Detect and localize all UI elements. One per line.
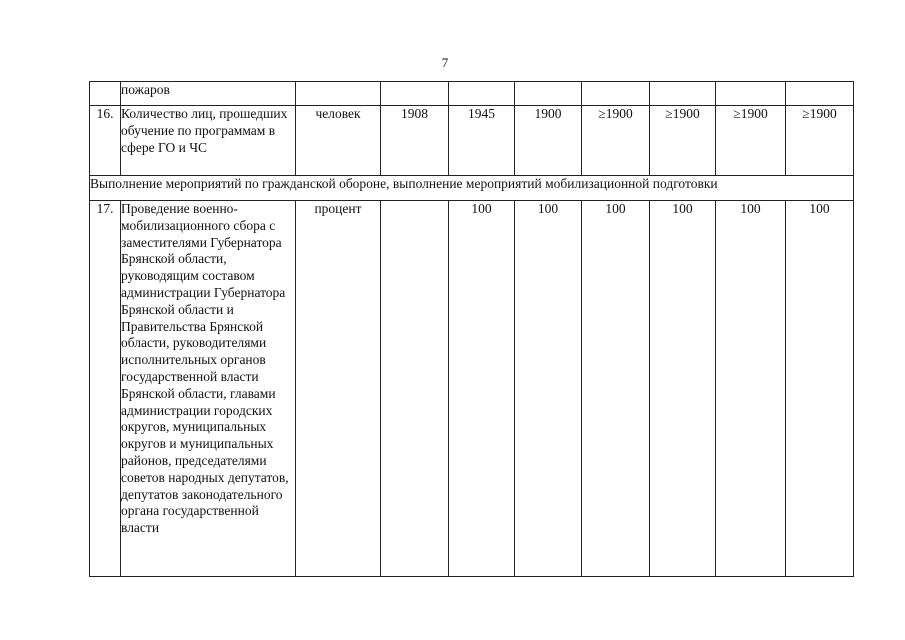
page-number: 7: [441, 55, 449, 70]
section-title: Выполнение мероприятий по гражданской обороне, выполнение мероприятий мобилизационной подготовки: [90, 176, 854, 201]
value-cell: 1945: [449, 106, 515, 176]
value-cell: 100: [786, 201, 854, 577]
value-cell: 1908: [381, 106, 449, 176]
table-row: [90, 106, 854, 176]
value-cell: [582, 82, 650, 106]
unit-cell: человек: [296, 106, 381, 176]
row-number: 16.: [90, 106, 121, 176]
indicator-name: пожаров: [121, 82, 296, 106]
value-cell: [650, 82, 716, 106]
indicators-table: [89, 81, 854, 577]
value-cell: [381, 201, 449, 577]
section-row: [90, 176, 854, 201]
indicator-name: Проведение военно-мобилизационного сбора с заместителями Губернатора Брянской области, руководящим составом администрации Губернатора Брянской области и Правительства Брянской области, руководителями исполнительных органов государственной власти Брянской области, главами администрации городских округов, муниципальных округов и муниципальных районов, председателями советов народных депутатов, депутатов законодательного органа государственной власти: [121, 201, 296, 577]
indicator-name: Количество лиц, прошедших обучение по программам в сфере ГО и ЧС: [121, 106, 296, 176]
value-cell: ≥1900: [716, 106, 786, 176]
value-cell: 1900: [515, 106, 582, 176]
value-cell: 100: [515, 201, 582, 577]
value-cell: ≥1900: [650, 106, 716, 176]
row-number: [90, 82, 121, 106]
value-cell: 100: [449, 201, 515, 577]
value-cell: [515, 82, 582, 106]
value-cell: 100: [582, 201, 650, 577]
value-cell: ≥1900: [582, 106, 650, 176]
value-cell: 100: [716, 201, 786, 577]
value-cell: 100: [650, 201, 716, 577]
unit-cell: [296, 82, 381, 106]
row-number: 17.: [90, 201, 121, 577]
value-cell: [786, 82, 854, 106]
value-cell: [716, 82, 786, 106]
table-row: [90, 201, 854, 577]
unit-cell: процент: [296, 201, 381, 577]
value-cell: [381, 82, 449, 106]
value-cell: [449, 82, 515, 106]
table-row: [90, 82, 854, 106]
value-cell: ≥1900: [786, 106, 854, 176]
